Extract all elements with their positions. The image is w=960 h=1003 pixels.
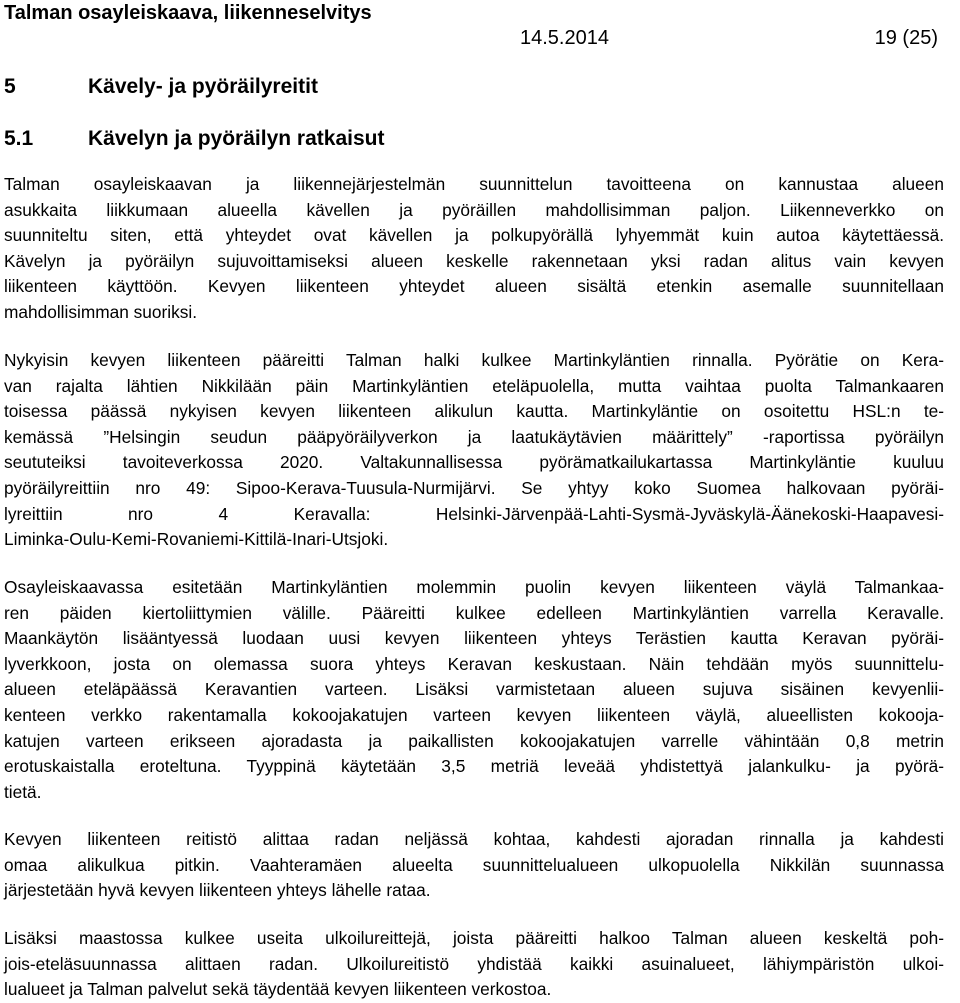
paragraph-line: jois-eteläsuunnassa alittaen radan. Ulkoilureitistö yhdistää kaikki asuinalueet, lähiympäristön ulkoi- — [4, 953, 944, 974]
paragraph-line: Maankäytön lisääntyessä luodaan uusi kevyen liikenteen yhteys Terästien kautta Keravan pyöräi- — [4, 628, 944, 649]
paragraph — [4, 575, 944, 805]
paragraph-line: omaa alikulkua pitkin. Vaahteramäen alueelta suunnittelualueen ulkopuolella Nikkilän suunnassa — [4, 854, 944, 875]
page-number: 19 (25) — [874, 27, 938, 49]
subsection-title: Kävelyn ja pyöräilyn ratkaisut — [88, 127, 385, 150]
section-heading — [4, 75, 318, 99]
paragraph-line: van rajalta lähtien Nikkilään päin Martinkyläntien eteläpuolella, mutta vaihtaa puolta Talmankaaren — [4, 375, 944, 396]
section-number: 5 — [4, 75, 16, 98]
paragraph-line: alueen eteläpäässä Keravantien varteen. Lisäksi varmistetaan alueen sujuva sisäinen kevyenlii- — [4, 679, 944, 700]
paragraph-line: Talman osayleiskaavan ja liikennejärjestelmän suunnittelun tavoitteena on kannustaa alueen — [4, 174, 944, 194]
paragraph-line: tietä. — [4, 781, 42, 802]
paragraph-line: Liminka-Oulu-Kemi-Rovaniemi-Kittilä-Inari-Utsjoki. — [4, 529, 389, 550]
subsection-number: 5.1 — [4, 127, 34, 150]
paragraph — [4, 827, 944, 904]
paragraph-line: lyverkkoon, josta on olemassa suora yhteys Keravan keskustaan. Näin tehdään myös suunnittelu- — [4, 653, 944, 674]
paragraph-line: seututeiksi tavoiteverkossa 2020. Valtakunnallisessa pyörämatkailukartassa Martinkyläntie kuuluu — [4, 452, 944, 473]
paragraph-line: Kevyen liikenteen reitistö alittaa radan neljässä kohtaa, kahdesti ajoradan rinnalla ja kahdesti — [4, 829, 944, 849]
paragraph-line: suunniteltu siten, että yhteydet ovat kävellen ja polkupyörällä lyhyemmät kuin autoa käytettäessä. — [4, 225, 944, 246]
paragraph-line: pyöräilyreittiin nro 49: Sipoo-Kerava-Tuusula-Nurmijärvi. Se yhtyy koko Suomea halkovaan pyöräi- — [4, 477, 944, 498]
paragraph-line: kenteen verkko rakentamalla kokoojakatujen varteen kevyen liikenteen väylä, alueellisten kokooja- — [4, 704, 944, 725]
paragraph-line: Lisäksi maastossa kulkee useita ulkoilureittejä, joista pääreitti halkoo Talman alueen keskeltä poh- — [4, 928, 944, 948]
paragraph-line: asukkaita liikkumaan alueella kävellen ja pyöräillen mahdollisimman paljon. Liikenneverkko on — [4, 199, 944, 220]
paragraph-line: lualueet ja Talman palvelut sekä täydentää kevyen liikenteen verkostoa. — [4, 979, 552, 1000]
paragraph-line: järjestetään hyvä kevyen liikenteen yhteys lähelle rataa. — [4, 880, 431, 901]
document-title: Talman osayleiskaava, liikenneselvitys — [4, 2, 372, 24]
paragraph-line: ren päiden kiertoliittymien välille. Pääreitti kulkee edelleen Martinkyläntien varrella Keravalle. — [4, 602, 944, 623]
paragraph — [4, 926, 944, 1003]
document-date: 14.5.2014 — [520, 27, 609, 49]
section-title: Kävely- ja pyöräilyreitit — [88, 75, 318, 98]
paragraph-line: Kävelyn ja pyöräilyn sujuvoittamiseksi alueen keskelle rakennetaan yksi radan alitus vain kevyen — [4, 250, 944, 271]
paragraph-line: lyreittiin nro 4 Keravalla: Helsinki-Järvenpää-Lahti-Sysmä-Jyväskylä-Äänekoski-Haapavesi- — [4, 503, 944, 524]
paragraph — [4, 172, 944, 326]
paragraph — [4, 348, 944, 553]
paragraph-line: kemässä ”Helsingin seudun pääpyöräilyverkon ja laatukäytävien määrittely” -raportissa pyöräilyn — [4, 426, 944, 447]
paragraph-line: Nykyisin kevyen liikenteen pääreitti Talman halki kulkee Martinkyläntien rinnalla. Pyörätie on Kera- — [4, 350, 944, 370]
subsection-heading — [4, 127, 384, 151]
paragraph-line: Osayleiskaavassa esitetään Martinkyläntien molemmin puolin kevyen liikenteen väylä Talmankaa- — [4, 577, 944, 597]
paragraph-line: toisessa päässä nykyisen kevyen liikenteen alikulun kautta. Martinkyläntie on osoitettu HSL:n te- — [4, 401, 944, 422]
paragraph-line: mahdollisimman suoriksi. — [4, 301, 198, 322]
paragraph-line: erotuskaistalla eroteltuna. Tyyppinä käytetään 3,5 metriä leveää yhdistettyä jalankulku- ja pyörä- — [4, 756, 944, 777]
paragraph-line: katujen varteen erikseen ajoradasta ja paikallisten kokoojakatujen varrelle vähintään 0,8 metrin — [4, 730, 944, 751]
paragraph-line: liikenteen käyttöön. Kevyen liikenteen yhteydet alueen sisältä etenkin asemalle suunnitellaan — [4, 276, 944, 297]
